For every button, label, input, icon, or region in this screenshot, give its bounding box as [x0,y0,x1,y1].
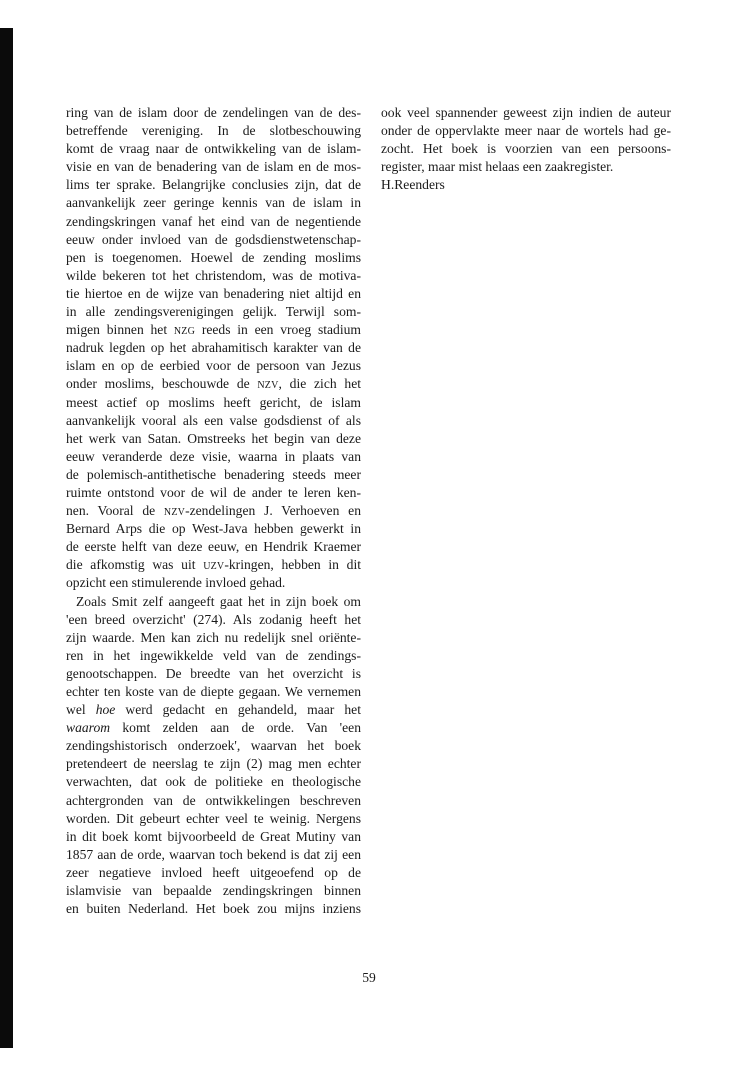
abbreviation-nzv: nzv [163,503,186,519]
text-fragment: die afkomstig was uit [66,557,204,573]
text-fragment: wel [66,702,96,718]
text-line: in dit boek komt bijvoorbeeld de Great Mutiny van [66,828,361,844]
text-line: zijn waarde. Men kan zich nu redelijk snel oriënte- [66,629,361,645]
text-line: de eerste helft van deze eeuw, en Hendrik Kraemer [66,539,361,555]
emphasis-hoe: hoe [95,702,116,718]
text-line: komt de vraag naar de ontwikkeling van de islam- [66,141,361,157]
text-line: echter ten koste van de diepte gegaan. We vernemen [66,684,361,699]
text-fragment: reeds in een vroeg stadium [195,322,361,338]
page-number-text: 59 [362,970,376,985]
text-line: onder de oppervlakte meer naar de wortels had ge- [381,123,671,139]
right-column [381,104,671,194]
text-line [66,719,361,737]
text-line: opzicht een stimulerende invloed gehad. [66,575,286,591]
text-line: meest actief op moslims heeft gericht, de islam [66,394,361,410]
text-line: nadruk legden op het abrahamitisch karakter van de [66,340,361,356]
text-line: zeer negatieve invloed heeft uitgeoefend op de [66,864,361,880]
text-line: ook veel spannender geweest zijn indien de auteur [381,105,671,120]
text-line: ring van de islam door de zendelingen van de des- [66,105,361,120]
paragraph-start: Zoals Smit zelf aangeeft gaat het in zijn boek om [76,593,361,609]
text-line: achtergronden van de ontwikkelingen beschreven [66,792,361,808]
text-line: de polemisch-antithetische benadering steeds meer [66,466,361,482]
text-line: lims ter sprake. Belangrijke conclusies zijn, dat de [66,177,361,193]
abbreviation-nzv: nzv [257,376,279,392]
text-fragment: migen binnen het [66,322,174,338]
text-line: Bernard Arps die op West-Java hebben gewerkt in [66,521,361,537]
text-fragment: nen. Vooral de [66,503,164,519]
text-line: ren in het ingewikkelde veld van de zendings- [66,647,361,663]
text-fragment: werd gedacht en gehandeld, maar het [115,702,361,718]
text-fragment: onder moslims, beschouwde de [66,376,258,392]
text-line: wilde bekeren tot het christendom, was de motiva- [66,267,361,283]
text-line: in alle zendingsverenigingen gelijk. Terwijl som- [66,304,361,320]
text-line: verwachten, dat ook de politieke en theologische [66,774,361,790]
text-line: pen is toegenomen. Hoewel de zending moslims [66,249,361,265]
text-fragment: komt zelden aan de orde. Van 'een [110,720,361,736]
text-line: ruimte ontstond voor de wil de ander te leren ken- [66,484,361,500]
text-line: 1857 aan de orde, waarvan toch bekend is dat zij een [66,846,361,862]
text-line: worden. Dit gebeurt echter veel te weinig. Nergens [66,810,361,826]
text-line [66,321,361,339]
text-line: register, maar mist helaas een zaakregister. [381,159,614,175]
text-line [66,502,361,520]
text-line: tie hiertoe en de wijze van benadering niet altijd en [66,285,361,301]
text-line: aanvankelijk vooral als een valse godsdienst of als [66,412,361,428]
text-line [66,375,361,393]
abbreviation-nzg: nzg [173,322,196,338]
text-line: pretendeert de neerslag te zijn (2) mag men echter [66,756,361,772]
text-fragment: , die zich het [278,376,362,392]
text-line: het werk van Satan. Omstreeks het begin van deze [66,430,361,446]
text-line [66,556,361,574]
text-line: eeuw veranderde deze visie, waarna in plaats van [66,448,361,464]
text-line: zendingshistorisch onderzoek', waarvan het boek [66,738,361,754]
text-line: 'een breed overzicht' (274). Als zodanig heeft het [66,611,361,627]
abbreviation-uzv: uzv [203,557,225,573]
emphasis-waarom: waarom [66,720,111,736]
page-number [0,970,738,986]
text-line: zendingskringen vanaf het eind van de negentiende [66,213,361,229]
text-line: eeuw onder invloed van de godsdienstwetenschap- [66,231,361,247]
text-line: visie en van de benadering van de islam en de mos- [66,159,361,175]
text-line: islamvisie van bepaalde zendingskringen binnen [66,883,361,899]
text-line: islam en op de eerbied voor de persoon van Jezus [66,358,361,374]
scan-edge-bar [0,28,13,1048]
text-line: aanvankelijk zeer geringe kennis van de islam in [66,195,361,211]
left-column [66,104,361,918]
author-signature: H.Reenders [381,177,445,193]
text-line: genootschappen. De breedte van het overzicht is [66,665,361,681]
text-line: en buiten Nederland. Het boek zou mijns inziens [66,901,361,917]
text-fragment: -kringen, hebben in dit [224,557,362,573]
text-line: zocht. Het boek is voorzien van een persoons- [381,141,671,157]
text-line: betreffende vereniging. In de slotbeschouwing [66,123,361,139]
text-line [66,701,361,719]
text-fragment: -zendelingen J. Verhoeven en [185,503,361,519]
